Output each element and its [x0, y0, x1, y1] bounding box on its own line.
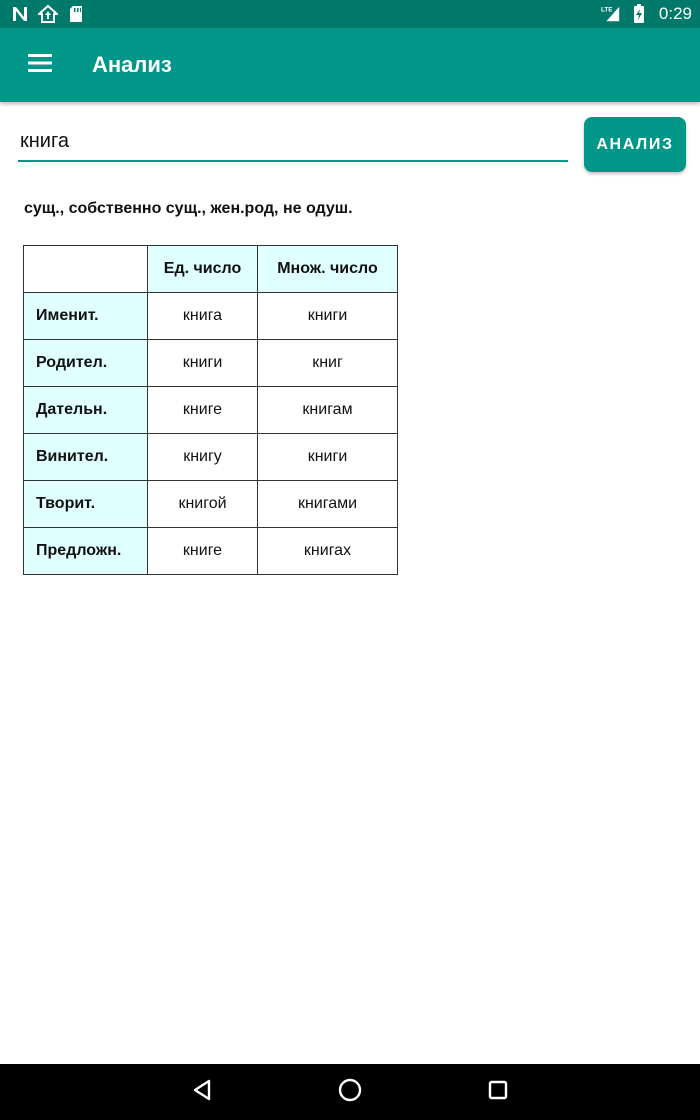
status-notification-icons	[10, 4, 86, 24]
singular-form: книгу	[148, 434, 258, 481]
recents-icon	[487, 1079, 509, 1106]
plural-form: книгах	[258, 528, 398, 575]
analyze-button[interactable]: АНАЛИЗ	[584, 117, 686, 172]
case-label: Именит.	[24, 293, 148, 340]
signal-icon	[601, 4, 621, 24]
header-singular: Ед. число	[148, 246, 258, 293]
plural-form: книг	[258, 340, 398, 387]
singular-form: книги	[148, 340, 258, 387]
back-icon	[191, 1078, 213, 1107]
grammar-info: сущ., собственно сущ., жен.род, не одуш.	[24, 200, 353, 217]
app-bar	[0, 28, 700, 102]
page-title: Анализ	[92, 52, 172, 77]
table-header-row	[24, 246, 398, 293]
word-input-field	[18, 124, 568, 162]
header-plural: Множ. число	[258, 246, 398, 293]
back-button[interactable]	[128, 1064, 276, 1120]
table-row	[24, 528, 398, 575]
network-type-label: LTE	[600, 6, 613, 14]
singular-form: книгой	[148, 481, 258, 528]
home-icon	[337, 1077, 363, 1108]
declension-table	[23, 245, 398, 575]
recents-button[interactable]	[424, 1064, 572, 1120]
case-label: Предложн.	[24, 528, 148, 575]
singular-form: книге	[148, 387, 258, 434]
plural-form: книги	[258, 293, 398, 340]
singular-form: книге	[148, 528, 258, 575]
table-row	[24, 434, 398, 481]
word-input[interactable]	[18, 124, 568, 158]
case-label: Родител.	[24, 340, 148, 387]
system-nav-bar	[0, 1064, 700, 1120]
table-row	[24, 293, 398, 340]
case-label: Винител.	[24, 434, 148, 481]
singular-form: книга	[148, 293, 258, 340]
table-corner-cell	[24, 246, 148, 293]
battery-icon	[629, 4, 649, 24]
plural-form: книгами	[258, 481, 398, 528]
case-label: Творит.	[24, 481, 148, 528]
home-button[interactable]	[276, 1064, 424, 1120]
plural-form: книги	[258, 434, 398, 481]
menu-button[interactable]	[0, 28, 84, 102]
status-system-icons	[601, 4, 692, 24]
plural-form: книгам	[258, 387, 398, 434]
n-logo-icon	[10, 4, 30, 24]
clock: 0:29	[658, 4, 692, 23]
table-row	[24, 481, 398, 528]
case-label: Дательн.	[24, 387, 148, 434]
table-row	[24, 387, 398, 434]
home-upload-icon	[38, 4, 58, 24]
hamburger-menu-icon	[32, 53, 52, 78]
sd-card-icon	[66, 4, 86, 24]
status-bar	[0, 0, 700, 28]
table-row	[24, 340, 398, 387]
